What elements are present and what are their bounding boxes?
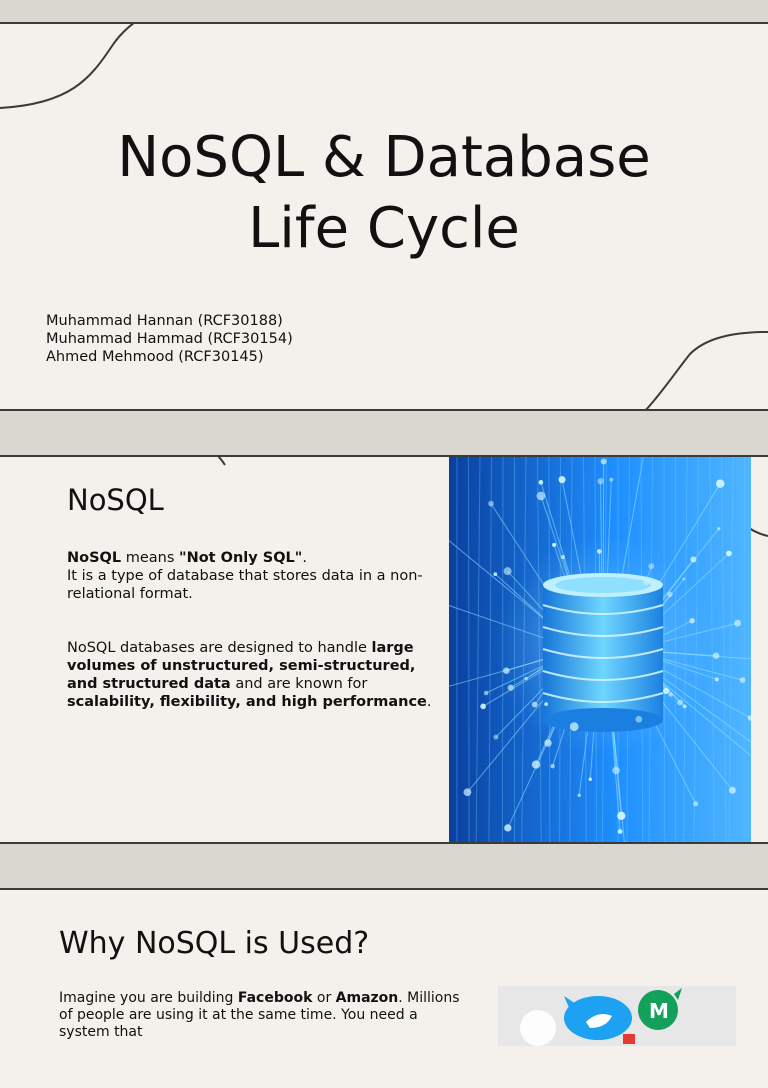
slide-heading: NoSQL (67, 483, 164, 517)
description-paragraph: NoSQL databases are designed to handle large volumes of unstructured, semi-structured, and structured data and are known for scalability, flexibility, and high performance. (67, 639, 439, 711)
author-item: Muhammad Hammad (RCF30154) (46, 330, 293, 348)
author-item: Ahmed Mehmood (RCF30145) (46, 348, 293, 366)
author-item: Muhammad Hannan (RCF30188) (46, 312, 293, 330)
definition-line: It is a type of database that stores data in a non-relational format. (67, 568, 423, 602)
slide-body (67, 549, 439, 711)
title-line-1: NoSQL & Database (0, 122, 768, 193)
why-nosql-slide (0, 888, 768, 1088)
expansion: "Not Only SQL" (179, 550, 302, 566)
term: NoSQL (67, 550, 121, 566)
author-list (46, 312, 293, 366)
twitter-bird-icon (564, 996, 632, 1040)
title-line-2: Life Cycle (0, 193, 768, 264)
database-network-image (449, 455, 751, 844)
database-cylinder-icon (543, 573, 663, 732)
definition-paragraph: NoSQL means "Not Only SQL". It is a type of database that stores data in a non-relational format. (67, 549, 439, 603)
svg-text:M: M (649, 999, 669, 1023)
intro-paragraph: Imagine you are building Facebook or Amazon. Millions of people are using it at the same time. You need a system that (59, 990, 469, 1041)
presentation-title (0, 122, 768, 264)
social-apps-image (498, 986, 736, 1046)
title-slide (0, 22, 768, 411)
nosql-slide (0, 455, 768, 844)
slide-heading: Why NoSQL is Used? (59, 926, 369, 961)
